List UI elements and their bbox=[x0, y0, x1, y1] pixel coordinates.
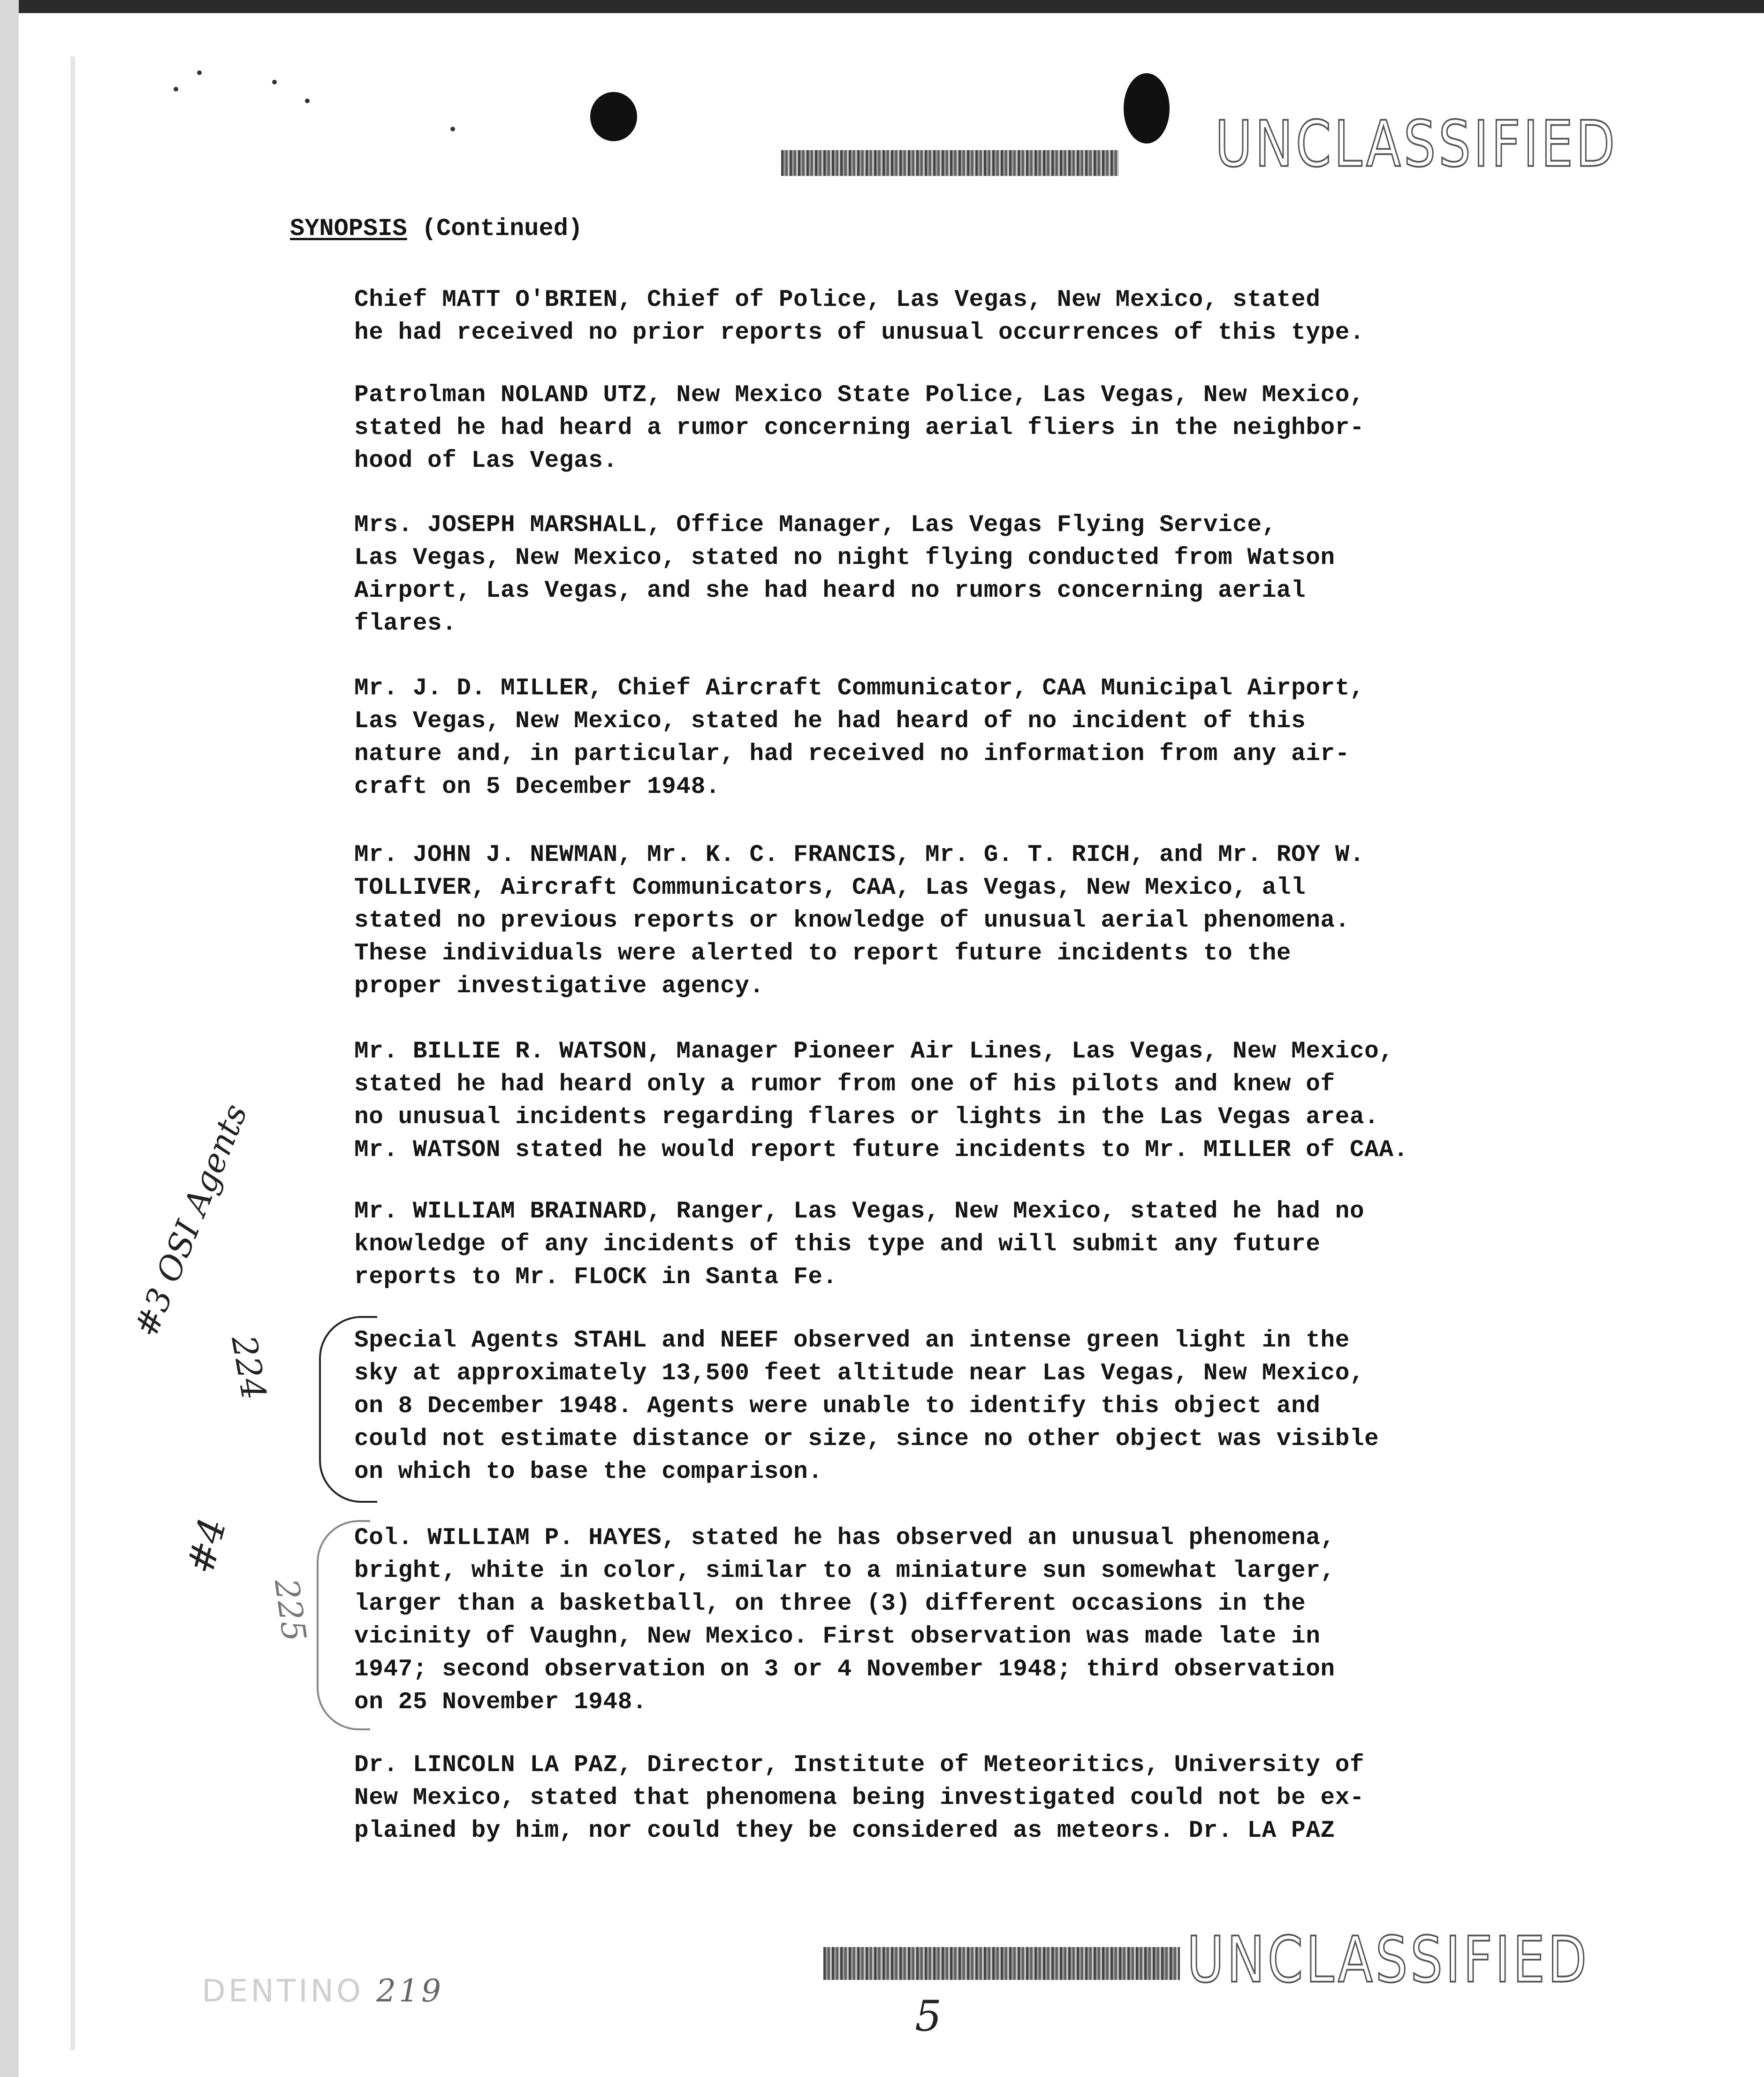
heading-suffix: (Continued) bbox=[421, 215, 583, 243]
punch-hole-left bbox=[590, 92, 637, 141]
serial-number: 219 bbox=[376, 1973, 444, 2009]
paragraph-hayes: Col. WILLIAM P. HAYES, stated he has observed an unusual phenomena, bright, white in color, similar to a miniature sun somewhat larger, larger than a basketball, on three (3) different occasions in the vicinity of Vaughn, New Mexico. First observation was made late in 1947; second observation on 3 or 4 November 1948; third observation on 25 November 1948. bbox=[354, 1525, 1335, 1716]
margin-note-agents: #3 OSI Agents bbox=[127, 1098, 255, 1342]
paragraph-la-paz: Dr. LINCOLN LA PAZ, Director, Institute of Meteoritics, University of New Mexico, stated that phenomena being investigated could not be ex- plained by him, nor could they be considered as meteors. Dr. LA PAZ bbox=[354, 1752, 1365, 1844]
page-number: 5 bbox=[915, 1992, 942, 2041]
speck bbox=[305, 99, 310, 103]
scanner-frame-left bbox=[0, 0, 19, 2077]
margin-note-225: 225 bbox=[266, 1576, 314, 1644]
unclassified-stamp-top: UNCLASSIFIED bbox=[1215, 108, 1618, 182]
margin-bracket-hayes bbox=[317, 1520, 370, 1730]
scanner-frame-top bbox=[0, 0, 1764, 13]
speck bbox=[174, 87, 178, 91]
paragraph-miller: Mr. J. D. MILLER, Chief Aircraft Communicator, CAA Municipal Airport, Las Vegas, New Mexico, stated he had heard of no incident of this nature and, in particular, had received no information from any air- craft on 5 December 1948. bbox=[354, 675, 1365, 800]
paragraph-stahl-neef: Special Agents STAHL and NEEF observed an intense green light in the sky at approximately 13,500 feet altitude near Las Vegas, New Mexico, on 8 December 1948. Agents were unable to identify this object and could not estimate distance or size, since no other object was visible on which to base the comparison. bbox=[354, 1327, 1379, 1485]
heading-title: SYNOPSIS bbox=[290, 215, 407, 243]
section-heading bbox=[290, 215, 583, 243]
paragraph-marshall: Mrs. JOSEPH MARSHALL, Office Manager, Las Vegas Flying Service, Las Vegas, New Mexico, stated no night flying conducted from Watson Airport, Las Vegas, and she had heard no rumors concerning aerial flares. bbox=[354, 512, 1335, 637]
speck bbox=[197, 70, 202, 75]
redaction-bar-top bbox=[781, 150, 1119, 176]
serial-prefix: DENTINO bbox=[202, 1973, 364, 2009]
margin-note-224: 224 bbox=[224, 1332, 274, 1403]
margin-bracket-agents bbox=[319, 1316, 377, 1503]
document-serial bbox=[202, 1973, 444, 2009]
paragraph-brainard: Mr. WILLIAM BRAINARD, Ranger, Las Vegas, New Mexico, stated he had no knowledge of any incidents of this type and will submit any future reports to Mr. FLOCK in Santa Fe. bbox=[354, 1198, 1365, 1291]
speck bbox=[272, 80, 277, 84]
paragraph-watson: Mr. BILLIE R. WATSON, Manager Pioneer Air Lines, Las Vegas, New Mexico, stated he had heard only a rumor from one of his pilots and knew of no unusual incidents regarding flares or lights in the Las Vegas area. Mr. WATSON stated he would report future incidents to Mr. MILLER of CAA. bbox=[354, 1038, 1408, 1164]
unclassified-stamp-bottom: UNCLASSIFIED bbox=[1187, 1924, 1590, 1997]
paragraph-utz: Patrolman NOLAND UTZ, New Mexico State Police, Las Vegas, New Mexico, stated he had heard a rumor concerning aerial fliers in the neighbor- hood of Las Vegas. bbox=[354, 382, 1365, 474]
punch-hole-right bbox=[1124, 73, 1170, 144]
redaction-bar-bottom bbox=[823, 1947, 1180, 1980]
speck bbox=[450, 127, 455, 131]
margin-note-4: #4 bbox=[178, 1514, 235, 1579]
paragraph-obrien: Chief MATT O'BRIEN, Chief of Police, Las Vegas, New Mexico, stated he had received no prior reports of unusual occurrences of this type. bbox=[354, 287, 1365, 346]
paragraph-newman: Mr. JOHN J. NEWMAN, Mr. K. C. FRANCIS, Mr. G. T. RICH, and Mr. ROY W. TOLLIVER, Aircraft Communicators, CAA, Las Vegas, New Mexico, all stated no previous reports or knowledge of unusual aerial phenomena. These individuals were alerted to report future incidents to the proper investigative agency. bbox=[354, 842, 1365, 1000]
